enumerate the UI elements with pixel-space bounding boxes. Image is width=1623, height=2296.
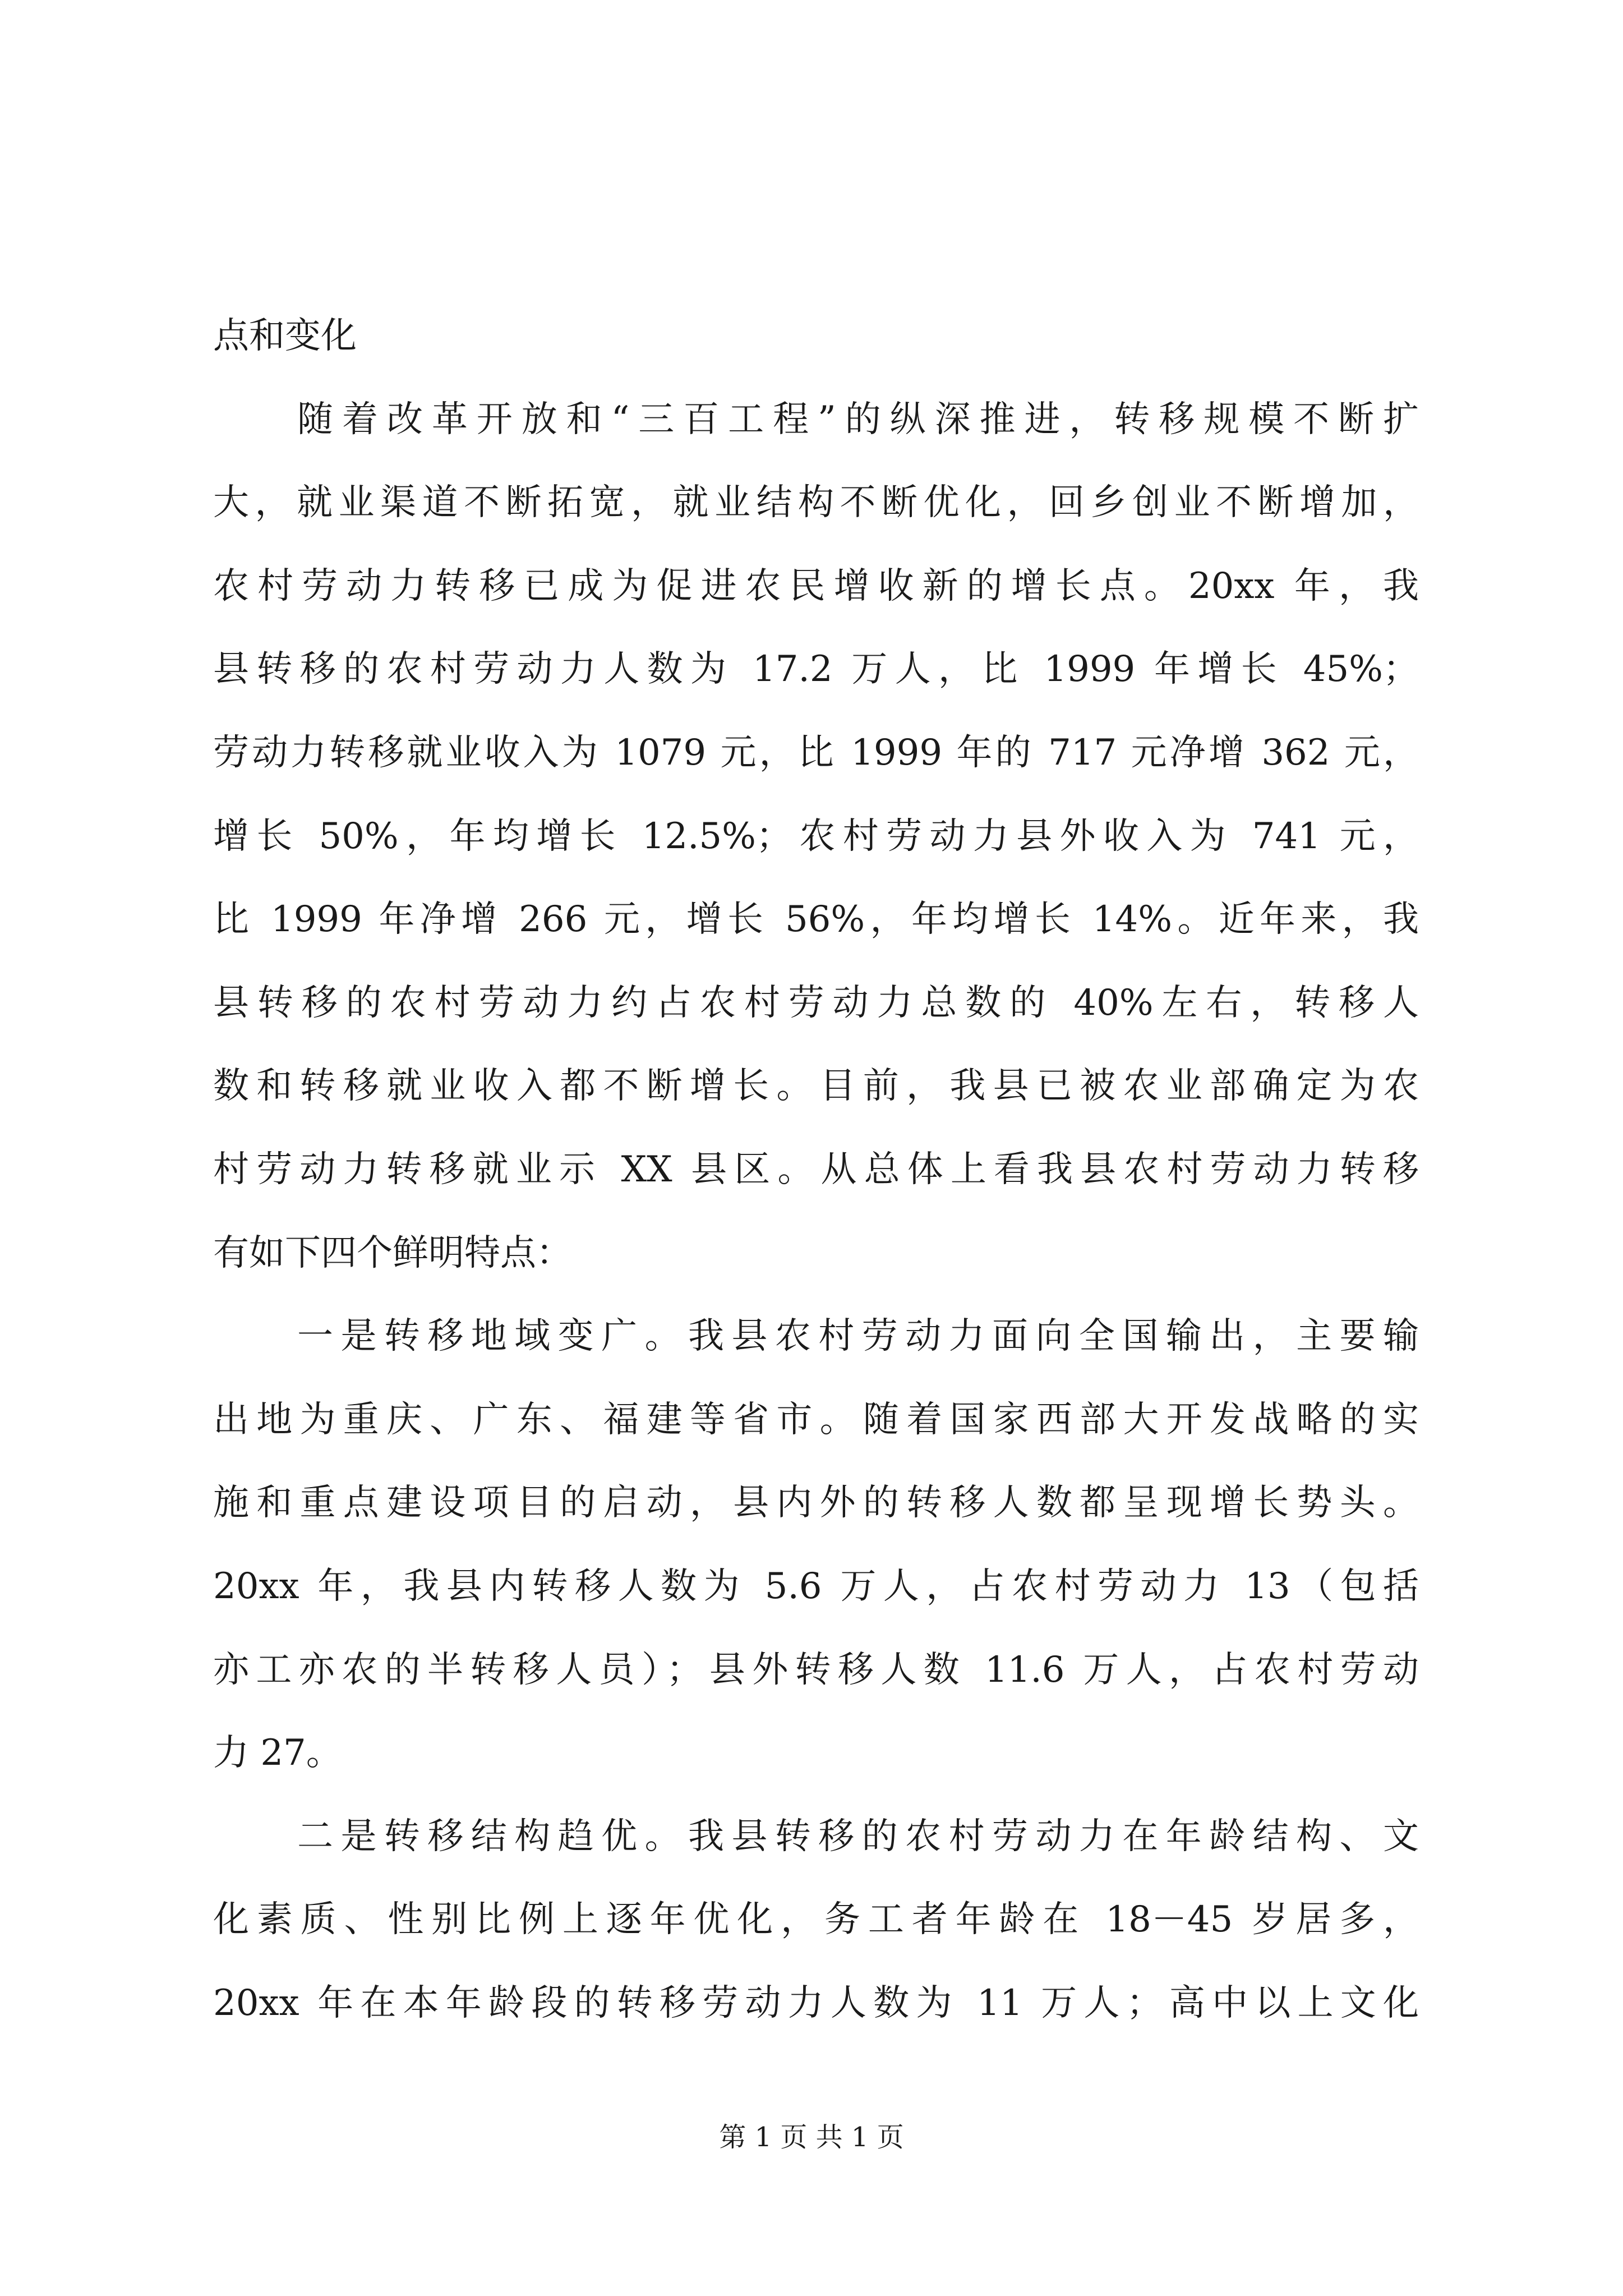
text-line: 20xx 年在本年龄段的转移劳动力人数为 11 万人；高中以上文化	[213, 1982, 1419, 2024]
text-line: 20xx 年，我县内转移人数为 5.6 万人，占农村劳动力 13（包括	[213, 1565, 1419, 1607]
text-line: 施和重点建设项目的启动，县内外的转移人数都呈现增长势头。	[213, 1482, 1419, 1524]
text-line: 点和变化	[213, 315, 357, 357]
text-line: 农村劳动力转移已成为促进农民增收新的增长点。20xx 年，我	[213, 565, 1419, 607]
text-line: 县转移的农村劳动力约占农村劳动力总数的 40%左右，转移人	[213, 982, 1419, 1024]
text-line: 化素质、性别比例上逐年优化，务工者年龄在 18－45 岁居多，	[213, 1899, 1419, 1941]
text-line: 大，就业渠道不断拓宽，就业结构不断优化，回乡创业不断增加，	[213, 482, 1419, 524]
text-line: 劳动力转移就业收入为 1079 元，比 1999 年的 717 元净增 362 元，	[213, 731, 1419, 774]
text-line: 增长 50%，年均增长 12.5%；农村劳动力县外收入为 741 元，	[213, 815, 1419, 857]
page-number-footer: 第 1 页 共 1 页	[719, 2122, 904, 2153]
paragraph-first-line: 随着改革开放和“三百工程”的纵深推进，转移规模不断扩	[297, 398, 1419, 440]
text-line: 比 1999 年净增 266 元，增长 56%，年均增长 14%。近年来，我	[213, 899, 1419, 941]
paragraph-last-line: 力 27。	[213, 1732, 342, 1774]
text-line: 县转移的农村劳动力人数为 17.2 万人，比 1999 年增长 45%；	[213, 648, 1419, 691]
document-body	[213, 295, 1419, 2045]
paragraph-first-line: 二是转移结构趋优。我县转移的农村劳动力在年龄结构、文	[297, 1815, 1419, 1857]
text-line: 出地为重庆、广东、福建等省市。随着国家西部大开发战略的实	[213, 1398, 1419, 1441]
paragraph-last-line: 有如下四个鲜明特点：	[213, 1232, 572, 1274]
text-line: 数和转移就业收入都不断增长。目前，我县已被农业部确定为农	[213, 1065, 1419, 1107]
text-line: 亦工亦农的半转移人员）；县外转移人数 11.6 万人，占农村劳动	[213, 1649, 1419, 1691]
text-line: 村劳动力转移就业示 XX 县区。从总体上看我县农村劳动力转移	[213, 1148, 1419, 1190]
paragraph-first-line: 一是转移地域变广。我县农村劳动力面向全国输出，主要输	[297, 1315, 1419, 1358]
